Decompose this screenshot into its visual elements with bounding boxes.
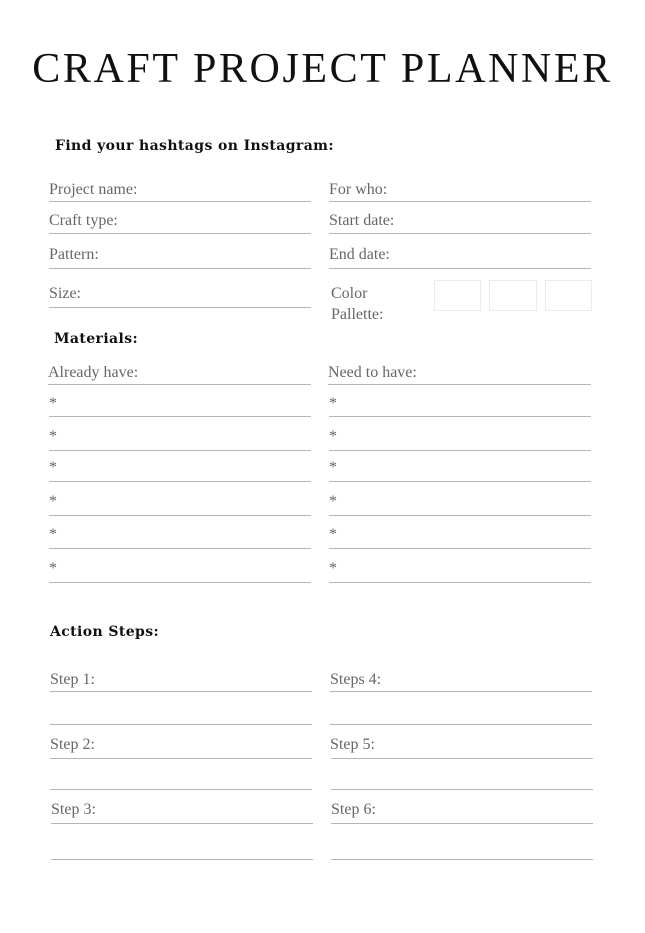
already-have-bullet: * bbox=[49, 428, 57, 445]
size-label: Size: bbox=[49, 285, 81, 302]
step-1-label: Step 1: bbox=[50, 671, 95, 688]
need-to-have-bullet: * bbox=[329, 395, 337, 412]
color-swatch-3[interactable] bbox=[545, 280, 592, 311]
step-1-line[interactable] bbox=[50, 691, 312, 692]
hashtags-heading: Find your hashtags on Instagram: bbox=[55, 138, 334, 154]
step-6-line[interactable] bbox=[331, 823, 593, 824]
for-who-label: For who: bbox=[329, 181, 388, 198]
step-6-extra-line[interactable] bbox=[331, 859, 593, 860]
craft-type-label: Craft type: bbox=[49, 212, 118, 229]
need-to-have-bullet: * bbox=[329, 459, 337, 476]
craft-type-line[interactable] bbox=[49, 233, 311, 234]
project-name-label: Project name: bbox=[49, 181, 138, 198]
color-pallette-label-line2: Pallette: bbox=[331, 306, 384, 323]
for-who-line[interactable] bbox=[329, 201, 591, 202]
need-to-have-item-line[interactable] bbox=[329, 515, 591, 516]
materials-heading: Materials: bbox=[54, 331, 139, 347]
step-6-label: Step 6: bbox=[331, 801, 376, 818]
already-have-item-line[interactable] bbox=[49, 416, 311, 417]
pattern-line[interactable] bbox=[49, 268, 311, 269]
color-swatch-1[interactable] bbox=[434, 280, 481, 311]
start-date-label: Start date: bbox=[329, 212, 395, 229]
already-have-item-line[interactable] bbox=[49, 481, 311, 482]
already-have-bullet: * bbox=[49, 395, 57, 412]
step-3-extra-line[interactable] bbox=[51, 859, 313, 860]
step-1-extra-line[interactable] bbox=[50, 724, 312, 725]
need-to-have-item-line[interactable] bbox=[329, 548, 591, 549]
already-have-bullet: * bbox=[49, 459, 57, 476]
step-4-line[interactable] bbox=[330, 691, 592, 692]
need-to-have-item-line[interactable] bbox=[329, 416, 591, 417]
step-5-extra-line[interactable] bbox=[331, 789, 593, 790]
project-name-line[interactable] bbox=[49, 201, 311, 202]
need-to-have-bullet: * bbox=[329, 560, 337, 577]
need-to-have-item-line[interactable] bbox=[329, 450, 591, 451]
need-to-have-label: Need to have: bbox=[328, 364, 417, 381]
step-3-label: Step 3: bbox=[51, 801, 96, 818]
step-5-line[interactable] bbox=[331, 758, 593, 759]
step-2-label: Step 2: bbox=[50, 736, 95, 753]
end-date-line[interactable] bbox=[329, 268, 591, 269]
color-swatch-2[interactable] bbox=[489, 280, 537, 311]
already-have-bullet: * bbox=[49, 526, 57, 543]
already-have-item-line[interactable] bbox=[49, 582, 311, 583]
need-to-have-item-line[interactable] bbox=[329, 582, 591, 583]
size-line[interactable] bbox=[49, 307, 311, 308]
need-to-have-item-line[interactable] bbox=[329, 481, 591, 482]
step-5-label: Step 5: bbox=[330, 736, 375, 753]
already-have-line[interactable] bbox=[48, 384, 311, 385]
page-title: CRAFT PROJECT PLANNER bbox=[32, 46, 613, 92]
already-have-bullet: * bbox=[49, 493, 57, 510]
already-have-label: Already have: bbox=[48, 364, 139, 381]
step-4-label: Steps 4: bbox=[330, 671, 382, 688]
need-to-have-bullet: * bbox=[329, 526, 337, 543]
already-have-item-line[interactable] bbox=[49, 515, 311, 516]
step-2-extra-line[interactable] bbox=[50, 789, 312, 790]
pattern-label: Pattern: bbox=[49, 246, 99, 263]
step-3-line[interactable] bbox=[51, 823, 313, 824]
step-4-extra-line[interactable] bbox=[330, 724, 592, 725]
end-date-label: End date: bbox=[329, 246, 390, 263]
already-have-item-line[interactable] bbox=[49, 450, 311, 451]
step-2-line[interactable] bbox=[50, 758, 312, 759]
already-have-bullet: * bbox=[49, 560, 57, 577]
color-pallette-label-line1: Color bbox=[331, 285, 368, 302]
need-to-have-bullet: * bbox=[329, 493, 337, 510]
action-steps-heading: Action Steps: bbox=[50, 624, 160, 640]
need-to-have-bullet: * bbox=[329, 428, 337, 445]
start-date-line[interactable] bbox=[329, 233, 591, 234]
already-have-item-line[interactable] bbox=[49, 548, 311, 549]
need-to-have-line[interactable] bbox=[328, 384, 591, 385]
